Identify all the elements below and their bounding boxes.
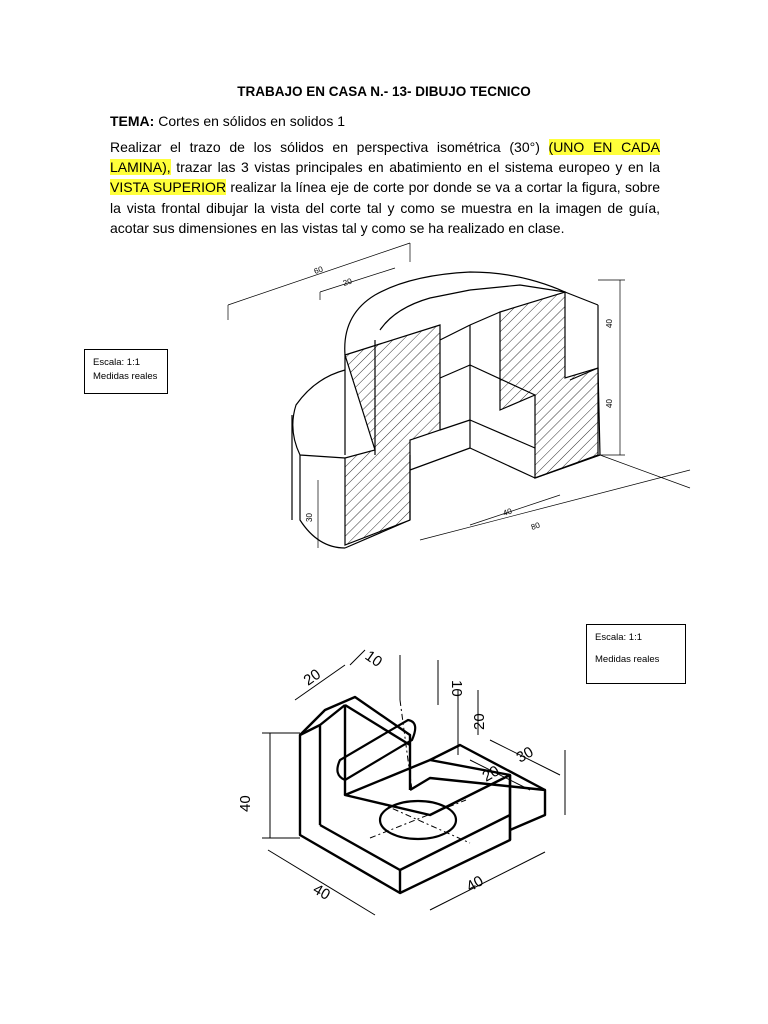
dim-10-right: 10: [448, 680, 465, 697]
page-title: TRABAJO EN CASA N.- 13- DIBUJO TECNICO: [237, 84, 531, 99]
dim-40-bottom-right: 40: [463, 872, 487, 896]
hole-outline: [380, 801, 456, 839]
figure-2-body: [300, 697, 545, 896]
dim-40-bottom-left: 40: [310, 880, 333, 904]
dim-20: 20: [341, 276, 354, 288]
scale-note: Medidas reales: [93, 371, 158, 382]
dim-40-base: 40: [501, 506, 514, 518]
instructions-part-3: realizar la línea eje de corte por donde se va a cortar la figura, sobre la vista frontal dibujar la vista del corte tal y como se muestra en la imagen de guía, acotar sus dimensiones en las vistas tal y como se ha realizado en clase.: [110, 179, 660, 236]
dim-80: 80: [529, 520, 542, 532]
dim-10-top: 10: [361, 647, 386, 671]
tema-text: Cortes en sólidos en solidos 1: [154, 113, 345, 129]
instructions-part-2: trazar las 3 vistas principales en abatimiento en el sistema europeo y en la: [170, 159, 660, 176]
dim-30: 30: [305, 513, 314, 522]
dim-40-left: 40: [237, 795, 254, 812]
dim-20-top: 20: [300, 665, 324, 690]
dim-30: 30: [513, 743, 537, 767]
tema-label: TEMA:: [110, 113, 155, 129]
dim-40-mid: 40: [605, 399, 614, 408]
figure-2-dimension-lines: [262, 650, 565, 915]
dim-20-inner: 20: [479, 762, 503, 786]
dim-20-right: 20: [471, 713, 488, 730]
dim-40-top: 40: [605, 319, 614, 328]
scale-label: Escala: 1:1: [93, 357, 140, 368]
dim-60: 60: [312, 264, 325, 276]
highlight-uno-en-cada-lamina: (UNO EN CADA LAMINA),: [110, 139, 660, 176]
scale-label: Escala: 1:1: [595, 632, 642, 643]
scale-note: Medidas reales: [595, 654, 660, 665]
instructions-part-1: Realizar el trazo de los sólidos en perspectiva isométrica (30°): [110, 139, 549, 155]
highlight-vista-superior: VISTA SUPERIOR: [110, 179, 227, 196]
